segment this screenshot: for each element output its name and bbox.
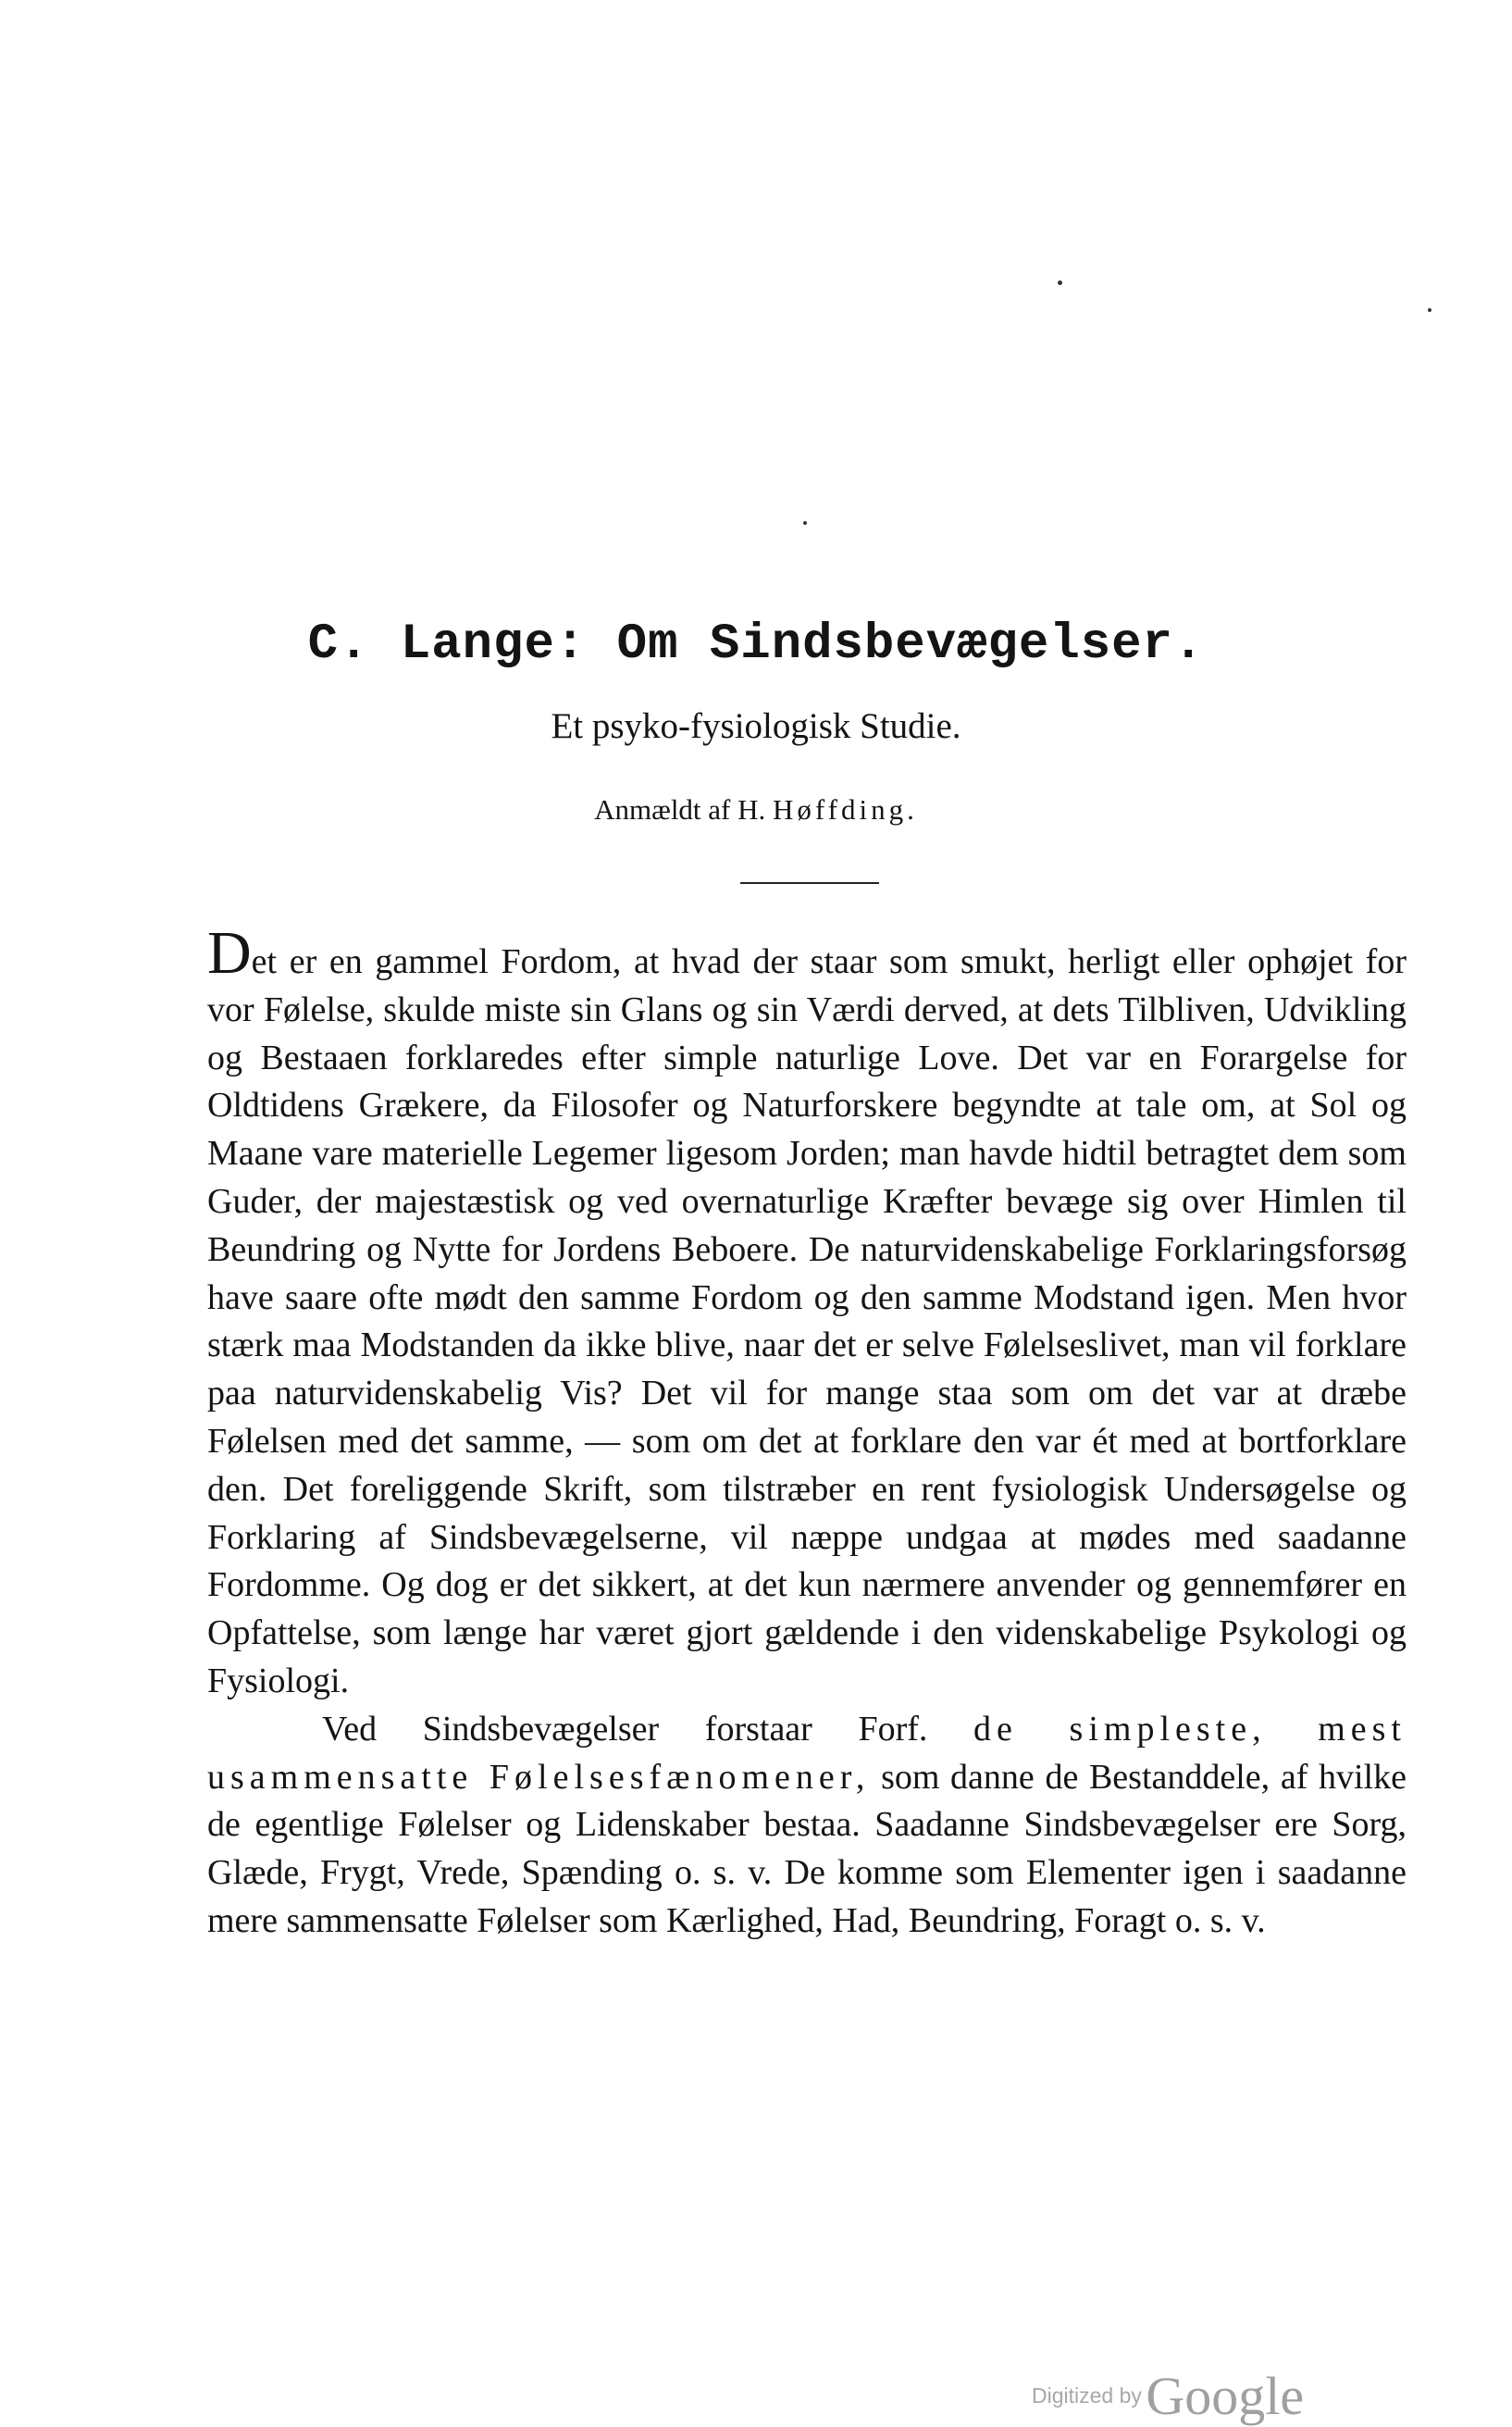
paragraph-2	[207, 1706, 1407, 1946]
scan-speck	[803, 521, 807, 525]
scan-speck	[1428, 308, 1431, 312]
paragraph-2-lead: Ved Sindsbevægelser forstaar Forf.	[322, 1709, 928, 1749]
article-title: C. Lange: Om Sindsbevægelser.	[307, 616, 1205, 673]
reviewer-line	[0, 791, 1512, 828]
watermark-prefix: Digitized by	[1032, 2383, 1142, 2408]
paragraph-1-text: et er en gammel Fordom, at hvad der staar som smukt, herligt eller ophøjet for vor Følelse, skulde miste sin Glans og sin Værdi derved, at dets Tilbliven, Udvikling og Bestaaen forklaredes efter simple naturlige Love. Det var en Forargelse for Oldtidens Grækere, da Filosofer og Naturforskere begyndte at tale om, at Sol og Maane vare materielle Legemer ligesom Jorden; man havde hidtil betragtet dem som Guder, der majestæstisk og ved overnaturlige Kræfter bevæge sig over Himlen til Beundring og Nytte for Jordens Beboere. De naturvidenskabelige Forklaringsforsøg have saare ofte mødt den samme Fordom og den samme Modstand igen. Men hvor stærk maa Modstanden da ikke blive, naar det er selve Følelseslivet, man vil forklare paa naturvidenskabelig Vis? Det vil for mange staa som om det var at dræbe Følelsen med det samme, — som om det at forklare den var ét med at bortforklare den. Det foreliggende Skrift, som tilstræber en rent fysiologisk Undersøgelse og Forklaring af Sindsbevægelserne, vil næppe undgaa at mødes med saadanne Fordomme. Og dog er det sikkert, at det kun nærmere anvender og gennemfører en Opfattelse, som længe har været gjort gældende i den videnskabelige Psykologi og Fysiologi.	[207, 942, 1407, 1700]
paragraph-2-rest: som danne de Bestanddele, af hvilke de egentlige Følelser og Lidenskaber bestaa. Saadanne Sindsbevægelser ere Sorg, Glæde, Frygt, Vrede, Spænding o. s. v. De komme som Elementer igen i saadanne mere sammensatte Følelser som Kærlighed, Had, Beundring, Foragt o. s. v.	[207, 1757, 1407, 1940]
drop-cap: D	[207, 919, 252, 987]
digitized-by-google-watermark	[1032, 2365, 1304, 2427]
scan-speck	[1058, 280, 1062, 285]
title-divider	[740, 882, 879, 884]
paragraph-2-emphasis: de simpleste, mest usammensatte Følelsesfænomener,	[207, 1709, 1407, 1797]
article-subtitle: Et psyko-fysiologisk Studie.	[551, 706, 961, 746]
reviewer-name: Høffding.	[773, 793, 918, 826]
reviewer-prefix: Anmældt af H.	[594, 793, 766, 826]
article-body	[207, 919, 1407, 1946]
paragraph-1	[207, 919, 1407, 1706]
google-logo: Google	[1146, 2366, 1305, 2426]
